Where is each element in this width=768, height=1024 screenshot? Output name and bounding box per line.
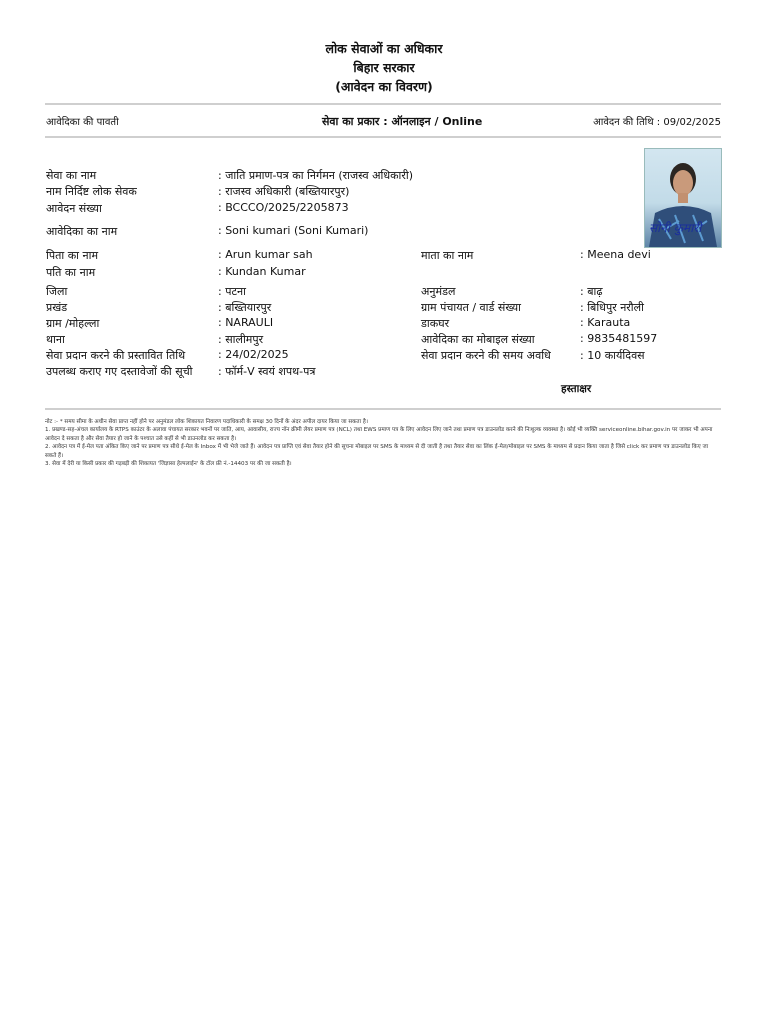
header-subtitle: (आवेदन का विवरण) bbox=[335, 79, 433, 94]
application-number-value: : BCCCO/2025/2205873 bbox=[218, 201, 349, 214]
police-station-value: : सालीमपुर bbox=[218, 333, 264, 346]
police-station-label: थाना bbox=[46, 333, 65, 346]
note-3: 3. सेवा में देरी या किसी प्रकार की गड़बड़ी की शिकायत 'जिज्ञासा हेल्पलाईन' के टॉल फ्री नं.-14403 पर की जा सकती है। bbox=[45, 461, 292, 468]
note-1: 1. प्रखण्ड-सह-अंचल कार्यालय के RTPS काउंटर के अलावा पंचायत सरकार भवनों पर जाति, आय, आवासीय, राज्य नॉन क्रीमी लेयर प्रमाण पत्र (NCL) तथा EWS प्रमाण पत्र के लिए आवेदन लिए जाने तथा प्रमाण पत्र डाउनलोड करने की निःशुल्क व्यवस्था है। कोई भी व्यक्ति serviceonline.bihar.gov.in पर जाकर भी अपना आवेदन दे सकता है और सेवा तैयार हो जाने के पश्चात उसे कहीं से भी डाउनलोड कर सकता है। bbox=[45, 427, 713, 442]
notes-section bbox=[45, 418, 721, 468]
officer-label: नाम निर्दिष्ट लोक सेवक bbox=[46, 185, 137, 198]
father-name-value: : Arun kumar sah bbox=[218, 248, 313, 261]
block-value: : बख्तियारपुर bbox=[218, 301, 272, 314]
header-government: बिहार सरकार bbox=[353, 60, 415, 75]
service-name-value: : जाति प्रमाण-पत्र का निर्गमन (राजस्व अधिकारी) bbox=[218, 169, 414, 182]
panchayat-label: ग्राम पंचायत / वार्ड संख्या bbox=[421, 301, 522, 314]
mobile-label: आवेदिका का मोबाइल संख्या bbox=[421, 333, 535, 346]
service-type: सेवा का प्रकार : ऑनलाइन / Online bbox=[322, 115, 483, 128]
note-appeal: नोट :- * समय सीमा के अधीन सेवा प्राप्त नहीं होने पर अनुमंडल लोक शिकायत निवारण पदाधिकारी के समक्ष 30 दिनों के अंदर अपील दायर किया जा सकता है। bbox=[45, 419, 368, 425]
subdivision-label: अनुमंडल bbox=[421, 285, 456, 298]
proposed-date-value: : 24/02/2025 bbox=[218, 348, 289, 361]
district-value: : पटना bbox=[218, 285, 246, 298]
block-label: प्रखंड bbox=[46, 301, 68, 314]
applicant-name-label: आवेदिका का नाम bbox=[46, 225, 118, 238]
application-number-label: आवेदन संख्या bbox=[46, 202, 102, 215]
divider-middle bbox=[45, 136, 721, 138]
panchayat-value: : बिधिपुर नरौली bbox=[580, 301, 644, 314]
husband-name-value: : Kundan Kumar bbox=[218, 265, 306, 278]
mother-name-label: माता का नाम bbox=[421, 249, 474, 262]
divider-bottom bbox=[45, 408, 721, 410]
district-label: जिला bbox=[46, 285, 68, 298]
photo-signature: सोनी कुमारी bbox=[649, 221, 702, 235]
signature-label: हस्ताक्षर bbox=[561, 383, 592, 395]
post-office-value: : Karauta bbox=[580, 316, 631, 329]
application-date: आवेदन की तिथि : 09/02/2025 bbox=[593, 117, 721, 128]
officer-value: : राजस्व अधिकारी (बख्तियारपुर) bbox=[218, 185, 350, 198]
documents-value: : फॉर्म-V स्वयं शपथ-पत्र bbox=[218, 365, 316, 378]
proposed-date-label: सेवा प्रदान करने की प्रस्तावित तिथि bbox=[46, 349, 186, 362]
post-office-label: डाकघर bbox=[421, 317, 450, 330]
header-title: लोक सेवाओं का अधिकार bbox=[325, 41, 443, 56]
receipt-label: आवेदिका की पावती bbox=[46, 117, 119, 128]
divider-top bbox=[45, 103, 721, 105]
service-name-label: सेवा का नाम bbox=[46, 169, 97, 182]
father-name-label: पिता का नाम bbox=[46, 249, 99, 262]
mother-name-value: : Meena devi bbox=[580, 248, 651, 261]
husband-name-label: पति का नाम bbox=[46, 266, 96, 279]
time-limit-label: सेवा प्रदान करने की समय अवधि bbox=[421, 349, 551, 362]
village-value: : NARAULI bbox=[218, 316, 274, 329]
time-limit-value: : 10 कार्यदिवस bbox=[580, 349, 645, 362]
applicant-photo bbox=[644, 148, 722, 248]
mobile-value: : 9835481597 bbox=[580, 332, 658, 345]
subdivision-value: : बाढ़ bbox=[580, 285, 603, 298]
village-label: ग्राम /मोहल्ला bbox=[46, 317, 100, 330]
note-2: 2. आवेदन पत्र में ई-मेल पता अंकित किए जाने पर प्रमाण पत्र सीधे ई-मेल के Inbox में भी भेजे जाते हैं। आवेदन पत्र प्राप्ति एवं सेवा तैयार होने की सूचना मोबाइल पर SMS के माध्यम से दी जाती है तथा तैयार सेवा का लिंक ई-मेल/मोबाइल पर SMS के माध्यम से प्रदान किया जाता है जिसे click कर प्रमाण पत्र डाउनलोड किए जा सकते हैं। bbox=[45, 444, 709, 459]
applicant-name-value: : Soni kumari (Soni Kumari) bbox=[218, 224, 369, 237]
documents-label: उपलब्ध कराए गए दस्तावेजों की सूची bbox=[46, 365, 193, 378]
